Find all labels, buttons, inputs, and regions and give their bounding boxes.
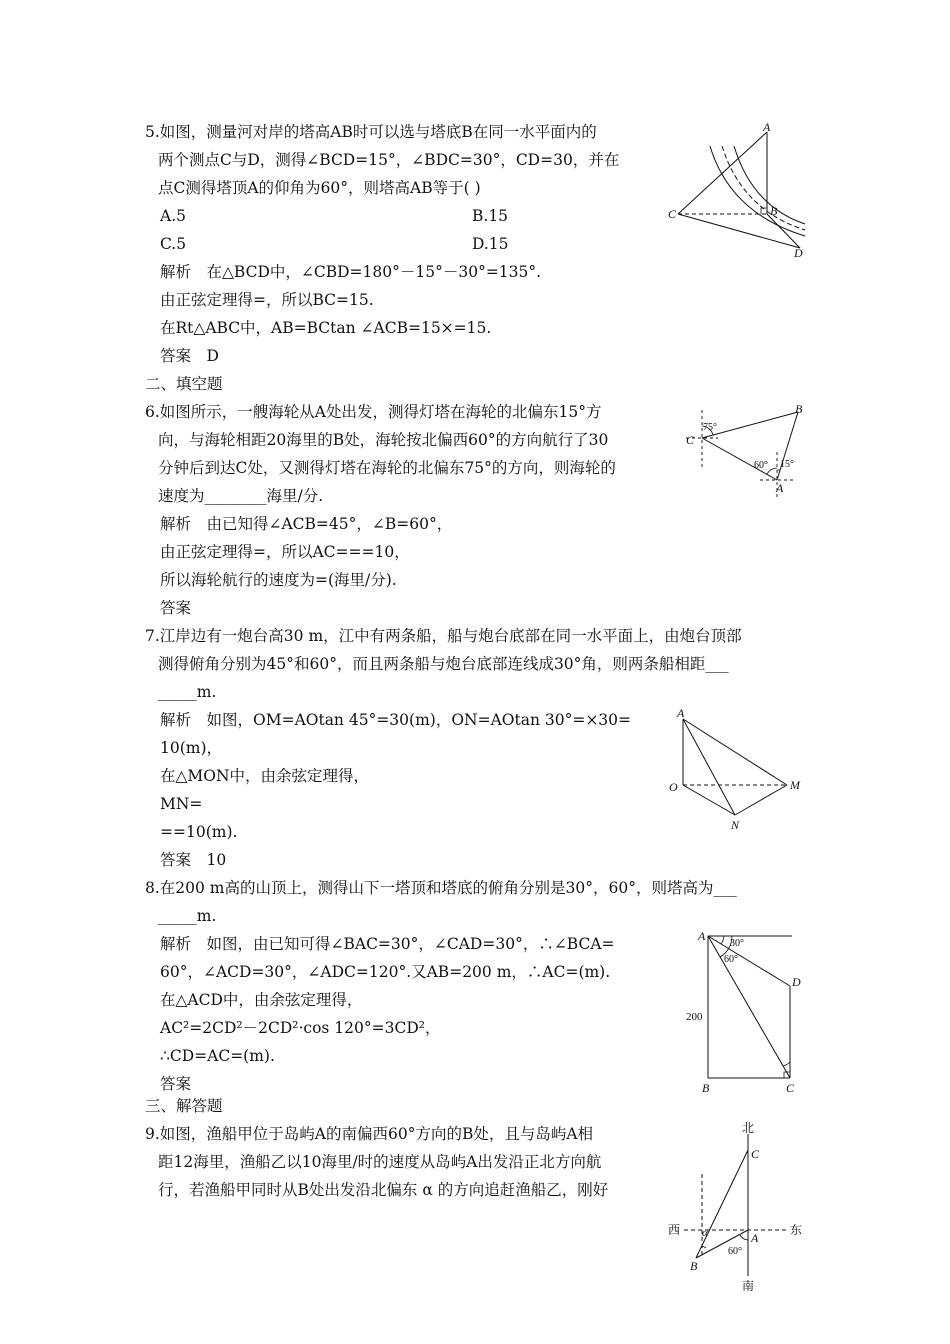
- q9-fig-south: 南: [742, 1279, 755, 1293]
- q6-solution-line-2: 由正弦定理得=，所以AC===10，: [160, 543, 410, 561]
- q5-stem-line-2: 两个测点C与D，测得∠BCD=15°，∠BDC=30°，CD=30，并在: [158, 151, 620, 169]
- q8-fig-label-a: A: [698, 929, 706, 943]
- q6-solution-line-3: 所以海轮航行的速度为=(海里/分).: [160, 571, 397, 589]
- q7-solution-line-2: 10(m)，: [160, 739, 223, 757]
- q7-stem-line-1: 7.江岸边有一炮台高30 m，江中有两条船，船与炮台底部在同一水平面上，由炮台顶部: [145, 627, 742, 645]
- q6-fig-angle-75: 75°: [703, 422, 717, 433]
- section-fill-in-heading: 二、填空题: [145, 375, 223, 393]
- q5-figure: [660, 118, 810, 260]
- q6-solution-line-1: 解析 由已知得∠ACB=45°，∠B=60°，: [160, 515, 453, 533]
- q6-figure: [680, 400, 810, 500]
- q7-solution-line-4: MN=: [160, 795, 203, 813]
- q8-fig-label-d: D: [792, 975, 801, 989]
- q9-fig-angle-60: 60°: [728, 1246, 742, 1257]
- q5-stem-line-1: 5.如图，测量河对岸的塔高AB时可以选与塔底B在同一水平面内的: [145, 123, 597, 141]
- q9-fig-east: 东: [790, 1223, 803, 1237]
- q6-fig-angle-60: 60°: [754, 460, 768, 471]
- q9-fig-west: 西: [668, 1223, 681, 1237]
- q9-fig-label-c: C: [751, 1147, 760, 1161]
- q9-stem-line-3: 行，若渔船甲同时从B处出发沿北偏东 α 的方向追赶渔船乙，刚好: [158, 1181, 609, 1199]
- q7-fig-label-o: O: [669, 780, 678, 794]
- q8-figure: [680, 924, 810, 1096]
- q7-fig-label-n: N: [731, 818, 740, 830]
- q5-option-b: B.15: [472, 207, 509, 225]
- q7-solution-line-3: 在△MON中，由余弦定理得，: [160, 767, 370, 785]
- q6-stem-line-1: 6.如图所示，一艘海轮从A处出发，测得灯塔在海轮的北偏东15°方: [145, 403, 602, 421]
- q5-solution-line-3: 在Rt△ABC中，AB=BCtan ∠ACB=15×=15.: [160, 319, 492, 337]
- q8-fig-height-label: 200: [686, 1011, 703, 1023]
- q9-fig-north: 北: [742, 1121, 755, 1135]
- q8-solution-line-3: 在△ACD中，由余弦定理得，: [160, 991, 363, 1009]
- q6-stem-line-3: 分钟后到达C处，又测得灯塔在海轮的北偏东75°的方向，则海轮的: [158, 459, 616, 477]
- q7-solution-line-1: 解析 如图，OM=AOtan 45°=30(m)，ON=AOtan 30°=×30=: [160, 711, 632, 729]
- q6-fig-label-c: C: [686, 433, 695, 447]
- q9-stem-line-1: 9.如图，渔船甲位于岛屿A的南偏西60°方向的B处，且与岛屿A相: [145, 1125, 594, 1143]
- q7-stem-line-2: 测得俯角分别为45°和60°，而且两条船与炮台底部连线成30°角，则两条船相距___: [158, 655, 729, 673]
- q6-fig-angle-15: 15°: [780, 459, 794, 470]
- q8-stem-line-2: _____m.: [158, 907, 217, 925]
- q5-solution-line-2: 由正弦定理得=，所以BC=15.: [160, 291, 374, 309]
- q5-option-a: A.5: [160, 207, 186, 225]
- q6-answer: 答案: [160, 599, 192, 617]
- q6-stem-line-2: 向，与海轮相距20海里的B处，海轮按北偏西60°的方向航行了30: [158, 431, 609, 449]
- q6-fig-label-a: A: [776, 481, 784, 495]
- q8-stem-line-1: 8.在200 m高的山顶上，测得山下一塔顶和塔底的俯角分别是30°，60°，则塔高为___: [145, 879, 737, 897]
- q8-solution-line-5: ∴CD=AC=(m).: [160, 1047, 275, 1065]
- q8-solution-line-1: 解析 如图，由已知可得∠BAC=30°，∠CAD=30°，∴∠BCA=: [160, 935, 615, 953]
- q7-fig-label-m: M: [790, 778, 800, 792]
- q5-option-d: D.15: [472, 235, 509, 253]
- q5-fig-label-d: D: [794, 246, 803, 260]
- q5-solution-line-1: 解析 在△BCD中，∠CBD=180°－15°－30°=135°.: [160, 263, 542, 281]
- q8-fig-angle-30: 30°: [730, 938, 744, 949]
- q5-fig-label-a: A: [763, 120, 771, 134]
- q8-fig-label-c: C: [786, 1081, 795, 1095]
- q9-stem-line-2: 距12海里，渔船乙以10海里/时的速度从岛屿A出发沿正北方向航: [158, 1153, 602, 1171]
- q9-fig-alpha: α: [702, 1227, 708, 1239]
- q6-fig-label-b: B: [795, 402, 803, 416]
- q9-fig-label-a: A: [751, 1231, 759, 1245]
- q5-answer: 答案 D: [160, 347, 219, 365]
- q5-stem-line-3: 点C测得塔顶A的仰角为60°，则塔高AB等于( ): [158, 179, 481, 197]
- q7-figure: [665, 705, 810, 830]
- q8-solution-line-2: 60°，∠ACD=30°，∠ADC=120°.又AB=200 m，∴AC=(m).: [160, 963, 611, 981]
- q5-fig-label-c: C: [668, 207, 677, 221]
- q8-solution-line-4: AC²=2CD²－2CD²·cos 120°=3CD²，: [160, 1019, 441, 1037]
- q6-stem-line-4: 速度为________海里/分.: [158, 487, 324, 505]
- q8-fig-label-b: B: [702, 1081, 710, 1095]
- q5-fig-label-b: B: [770, 204, 778, 218]
- q7-solution-line-5: ==10(m).: [160, 823, 238, 841]
- q7-answer: 答案 10: [160, 851, 227, 869]
- q7-stem-line-3: _____m.: [158, 683, 217, 701]
- q8-fig-angle-60: 60°: [724, 954, 738, 965]
- q8-answer: 答案: [160, 1075, 192, 1093]
- q5-option-c: C.5: [160, 235, 187, 253]
- section-solve-heading: 三、解答题: [145, 1097, 223, 1115]
- q9-fig-label-b: B: [690, 1259, 698, 1273]
- q7-fig-label-a: A: [677, 706, 685, 720]
- q9-figure: [664, 1118, 814, 1294]
